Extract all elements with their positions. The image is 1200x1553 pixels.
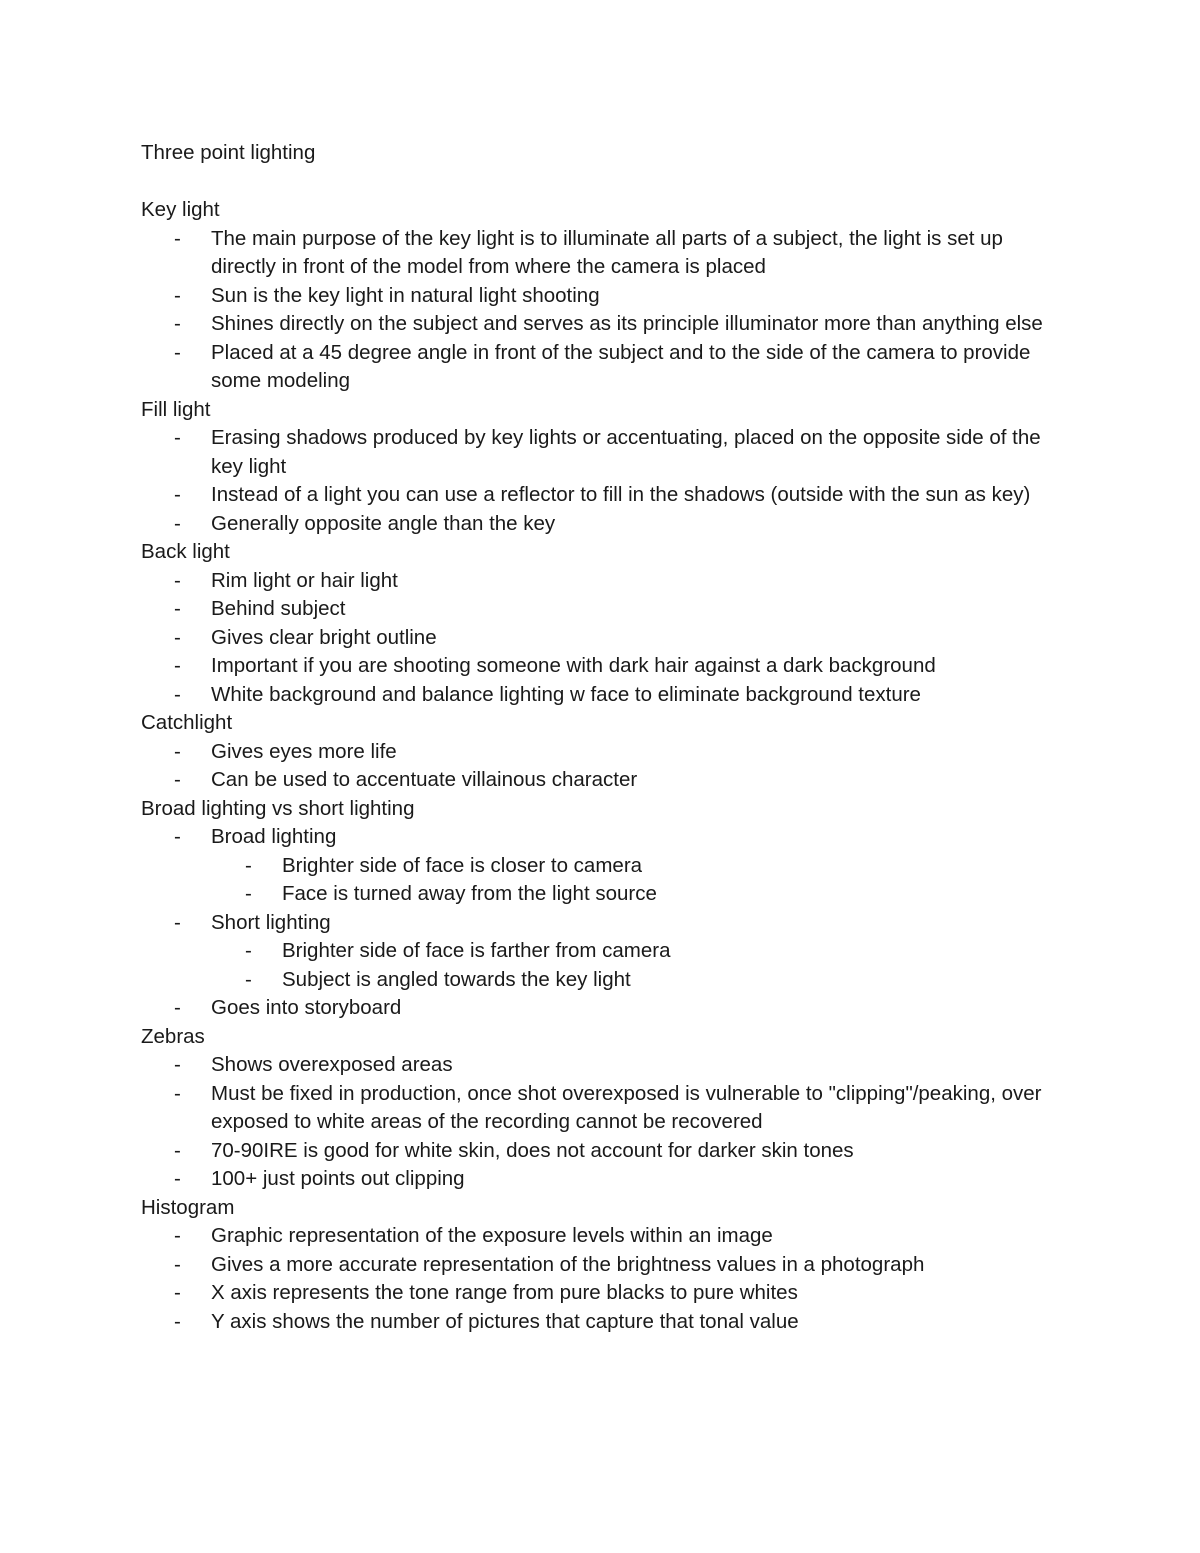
list-item-text: Graphic representation of the exposure levels within an image [211, 1224, 773, 1247]
list-item-text: Goes into storyboard [211, 996, 402, 1019]
list-item-text: Erasing shadows produced by key lights or accentuating, placed on the opposite side of the key light [211, 426, 1041, 478]
bullet-dash: - [174, 768, 181, 791]
list-item [141, 339, 1061, 396]
short-lighting-sublist [211, 937, 1061, 994]
document-title: Three point lighting [141, 141, 316, 164]
list-item [141, 681, 1061, 710]
bullet-dash: - [245, 882, 252, 905]
list-item [141, 310, 1061, 339]
bullet-dash: - [245, 967, 252, 991]
broad-short-list [141, 823, 1061, 1023]
list-item [141, 1051, 1061, 1080]
list-item-text: Sun is the key light in natural light shooting [211, 283, 600, 307]
bullet-dash: - [245, 853, 252, 877]
list-item [141, 738, 1061, 767]
list-item [141, 225, 1061, 282]
section-heading-catchlight: Catchlight [141, 711, 233, 734]
fill-light-list [141, 424, 1061, 538]
list-item [141, 624, 1061, 653]
list-item-text: Brighter side of face is farther from camera [282, 939, 671, 962]
zebras-list [141, 1051, 1061, 1194]
sub-list-item [211, 880, 1061, 909]
bullet-dash: - [174, 910, 181, 934]
list-item [141, 766, 1061, 795]
document-page [141, 139, 1061, 1336]
list-item [141, 481, 1061, 510]
blank-line [141, 168, 1061, 197]
list-item-text: X axis represents the tone range from pure blacks to pure whites [211, 1281, 798, 1304]
bullet-dash: - [174, 312, 181, 335]
list-item [141, 1222, 1061, 1251]
list-item [141, 595, 1061, 624]
list-item-text: Instead of a light you can use a reflector to fill in the shadows (outside with the sun as key) [211, 483, 1031, 506]
bullet-dash: - [174, 1081, 181, 1105]
section-heading-zebras: Zebras [141, 1024, 205, 1048]
section-heading-broad-vs-short: Broad lighting vs short lighting [141, 796, 415, 820]
bullet-dash: - [174, 511, 181, 535]
bullet-dash: - [174, 568, 181, 592]
list-item-text: Behind subject [211, 597, 346, 620]
list-item-text: Must be fixed in production, once shot overexposed is vulnerable to "clipping"/peaking, over exposed to white areas of the recording cannot be recovered [211, 1081, 1042, 1133]
list-item-text: Face is turned away from the light source [282, 882, 657, 905]
bullet-dash: - [174, 739, 181, 763]
bullet-dash: - [174, 996, 181, 1019]
list-item-text: Shines directly on the subject and serves as its principle illuminator more than anything else [211, 312, 1043, 335]
list-item-text: 100+ just points out clipping [211, 1167, 465, 1190]
list-item-text: Gives eyes more life [211, 739, 397, 763]
sub-list-item [211, 852, 1061, 881]
list-item-text: Subject is angled towards the key light [282, 967, 631, 991]
back-light-list [141, 567, 1061, 710]
bullet-dash: - [174, 1252, 181, 1276]
list-item [141, 1251, 1061, 1280]
bullet-dash: - [174, 283, 181, 307]
list-item-text: White background and balance lighting w face to eliminate background texture [211, 682, 921, 706]
list-item [141, 994, 1061, 1023]
list-item [141, 1279, 1061, 1308]
list-item-text: Short lighting [211, 910, 331, 934]
catchlight-list [141, 738, 1061, 795]
list-item-text: Generally opposite angle than the key [211, 511, 556, 535]
list-item-text: Gives a more accurate representation of the brightness values in a photograph [211, 1252, 925, 1276]
bullet-dash: - [174, 825, 181, 848]
list-item-text: Important if you are shooting someone with dark hair against a dark background [211, 654, 936, 677]
bullet-dash: - [174, 1167, 181, 1190]
list-item [141, 567, 1061, 596]
section-heading-histogram: Histogram [141, 1195, 235, 1219]
bullet-dash: - [174, 483, 181, 506]
list-item [141, 1308, 1061, 1337]
list-item-text: Rim light or hair light [211, 568, 398, 592]
list-item [141, 823, 1061, 909]
list-item-text: Y axis shows the number of pictures that capture that tonal value [211, 1309, 799, 1333]
list-item-text: Brighter side of face is closer to camera [282, 853, 643, 877]
histogram-list [141, 1222, 1061, 1336]
list-item-text: Gives clear bright outline [211, 625, 437, 649]
bullet-dash: - [174, 1309, 181, 1333]
bullet-dash: - [245, 939, 252, 962]
list-item [141, 1165, 1061, 1194]
sub-list-item [211, 966, 1061, 995]
key-light-list [141, 225, 1061, 396]
bullet-dash: - [174, 1224, 181, 1247]
list-item [141, 424, 1061, 481]
list-item [141, 282, 1061, 311]
bullet-dash: - [174, 682, 181, 706]
list-item [141, 1080, 1061, 1137]
list-item-text: 70-90IRE is good for white skin, does not account for darker skin tones [211, 1138, 854, 1162]
bullet-dash: - [174, 654, 181, 677]
list-item [141, 652, 1061, 681]
list-item [141, 909, 1061, 995]
section-heading-back-light: Back light [141, 540, 230, 563]
bullet-dash: - [174, 340, 181, 364]
list-item-text: The main purpose of the key light is to illuminate all parts of a subject, the light is set up directly in front of the model from where the camera is placed [211, 226, 1003, 278]
bullet-dash: - [174, 625, 181, 649]
section-heading-key-light: Key light [141, 198, 220, 221]
list-item-text: Can be used to accentuate villainous character [211, 768, 638, 791]
bullet-dash: - [174, 597, 181, 620]
list-item-text: Broad lighting [211, 825, 337, 848]
bullet-dash: - [174, 1138, 181, 1162]
bullet-dash: - [174, 426, 181, 449]
list-item-text: Shows overexposed areas [211, 1053, 453, 1076]
section-heading-fill-light: Fill light [141, 397, 211, 421]
bullet-dash: - [174, 226, 181, 250]
bullet-dash: - [174, 1281, 181, 1304]
sub-list-item [211, 937, 1061, 966]
broad-lighting-sublist [211, 852, 1061, 909]
list-item [141, 1137, 1061, 1166]
list-item [141, 510, 1061, 539]
list-item-text: Placed at a 45 degree angle in front of the subject and to the side of the camera to provide some modeling [211, 340, 1031, 392]
bullet-dash: - [174, 1053, 181, 1076]
